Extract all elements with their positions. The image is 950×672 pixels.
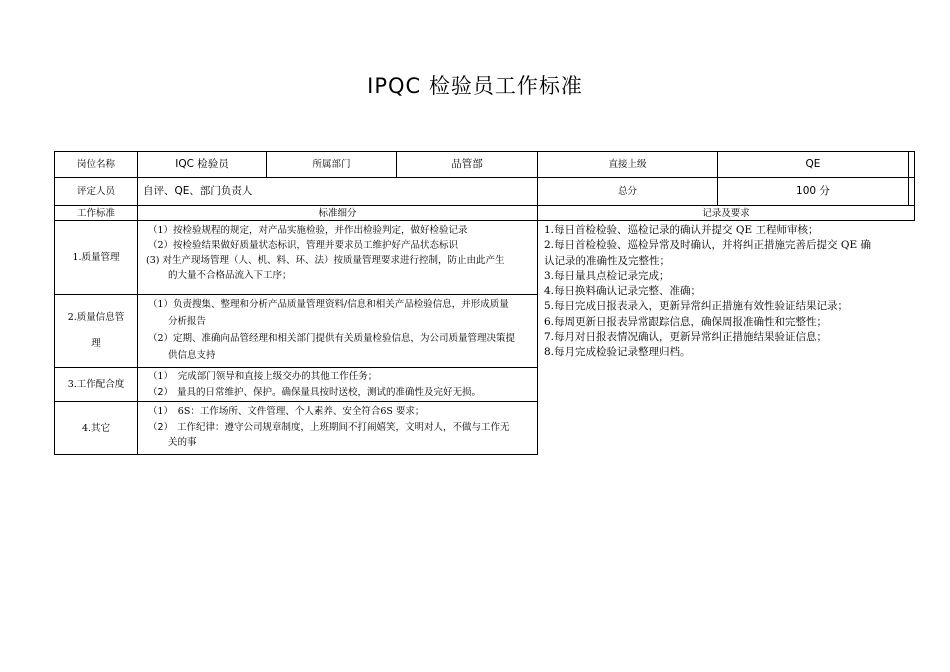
list-item: （1） 6S：工作场所、文件管理、个人素养、安全符合6S 要求； <box>148 406 425 417</box>
table-rule <box>914 151 915 221</box>
section-name <box>55 295 137 367</box>
list-item: 关的事 <box>168 437 197 448</box>
section-items <box>138 223 537 294</box>
section-name: 1.质量管理 <box>72 252 120 263</box>
table-rule <box>54 454 537 455</box>
item-number: （2） <box>148 421 174 433</box>
list-item: (3) 对生产现场管理（人、机、料、环、法）按质量管理要求进行控制，防止由此产生 <box>146 255 505 266</box>
dept-value: 品管部 <box>451 158 483 170</box>
total-value: 100 分 <box>796 185 830 197</box>
section-name-line: 理 <box>91 338 101 349</box>
superior-value: QE <box>805 158 821 170</box>
item-number: （2） <box>148 387 174 398</box>
section-name: 3.工作配合度 <box>67 379 125 390</box>
list-item: （1）负责搜集、整理和分析产品质量管理资料/信息和相关产品检验信息，并形成质量 <box>148 299 509 310</box>
evaluator-label: 评定人员 <box>76 186 115 197</box>
table-rule <box>908 151 909 205</box>
column-header-detail: 标准细分 <box>318 207 357 219</box>
requirement-item: 2.每日首检检验、巡检异常及时确认，并将纠正措施完善后提交 QE 确 <box>544 239 871 252</box>
evaluator-value: 自评、QE、部门负责人 <box>143 185 253 197</box>
list-item: （1）按检验规程的规定，对产品实施检验，并作出检验判定，做好检验记录 <box>148 225 468 236</box>
post-value: IQC 检验员 <box>175 158 229 170</box>
requirement-item: 4.每日换料确认记录完整、准确； <box>544 285 702 298</box>
list-item <box>148 385 537 401</box>
list-item: （2）按检验结果做好质量状态标识，管理并要求员工维护好产品状态标识 <box>148 240 459 251</box>
total-label: 总分 <box>617 186 637 197</box>
item-text: 量具的日常维护、保护。确保量具按时送校，测试的准确性及完好无损。 <box>177 387 482 398</box>
requirement-item: 6.每周更新日报表异常跟踪信息，确保周报准确性和完整性； <box>544 315 828 328</box>
list-item: 的大量不合格品流入下工序； <box>168 270 292 281</box>
section-name: 4.其它 <box>81 422 111 434</box>
superior-label: 直接上级 <box>608 159 647 170</box>
section-items <box>138 369 537 401</box>
post-label: 岗位名称 <box>76 159 115 170</box>
requirement-item: 5.每日完成日报表录入，更新异常纠正措施有效性验证结果记录； <box>544 300 849 313</box>
list-item: 分析报告 <box>168 316 207 327</box>
requirement-item: 3.每日量具点检记录完成； <box>544 269 670 282</box>
list-item: （1） 完成部门领导和直接上级交办的其他工作任务； <box>148 371 378 382</box>
list-item: 供信息支持 <box>168 350 216 361</box>
requirements-list <box>538 221 914 381</box>
column-header-requirement: 记录及要求 <box>702 207 750 219</box>
column-header-standard: 工作标准 <box>76 207 115 219</box>
section-name-line: 2.质量信息管 <box>67 312 125 323</box>
requirement-item: 8.每月完成检验记录整理归档。 <box>544 346 691 359</box>
requirement-item: 7.每月对日报表情况确认，更新异常纠正措施结果验证信息； <box>544 331 828 344</box>
list-item: （2）定期、准确向品管经理和相关部门提供有关质量检验信息，为公司质量管理决策提 <box>148 333 516 344</box>
item-text: 工作纪律：遵守公司规章制度，上班期间不打闹嬉笑，文明对人，不做与工作无 <box>177 421 510 433</box>
section-items <box>138 404 537 454</box>
dept-label: 所属部门 <box>312 159 351 170</box>
document-title: IPQC 检验员工作标准 <box>367 74 583 98</box>
list-item <box>148 420 537 436</box>
section-items <box>138 296 537 367</box>
requirement-item: 认记录的准确性及完整性； <box>544 254 670 267</box>
requirement-item: 1.每日首检检验、巡检记录的确认并提交 QE 工程师审核； <box>544 224 819 236</box>
